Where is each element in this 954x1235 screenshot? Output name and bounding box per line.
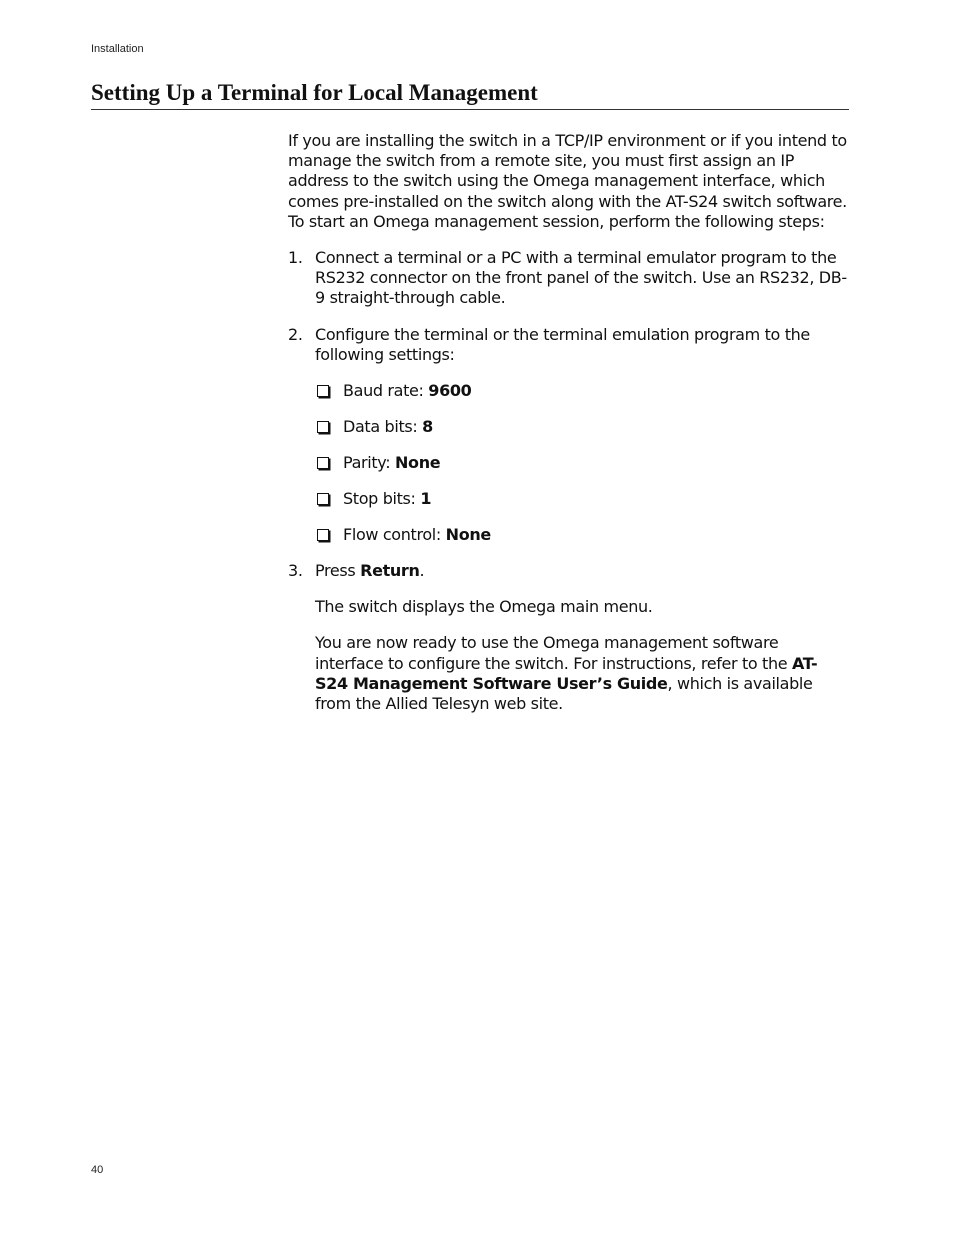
paragraph-text: You are now ready to use the Omega management software interface to configure the switch. For instructions, refer to the (315, 633, 793, 673)
setting-label: Data bits: (343, 417, 423, 437)
step-text (315, 561, 850, 581)
setting-baud-rate (315, 381, 850, 401)
checkbox-icon (317, 457, 329, 469)
setting-flow-control (315, 525, 850, 545)
result-paragraph: The switch displays the Omega main menu. (315, 597, 653, 617)
step-2 (288, 325, 850, 545)
step-number: 2. (288, 324, 303, 344)
setting-label: Baud rate: (343, 381, 429, 401)
setting-value: 9600 (428, 381, 472, 401)
body-content (288, 131, 850, 730)
key-name: Return (360, 561, 420, 581)
section-title: Setting Up a Terminal for Local Management (91, 79, 849, 110)
checkbox-icon (317, 421, 329, 433)
step-number: 3. (288, 561, 303, 581)
checkbox-icon (317, 385, 329, 397)
setting-label: Parity: (343, 453, 396, 473)
checkbox-icon (317, 529, 329, 541)
setting-stop-bits (315, 489, 850, 509)
setting-label: Stop bits: (343, 489, 421, 509)
settings-list (315, 381, 850, 545)
setting-label: Flow control: (343, 525, 446, 545)
intro-paragraph: If you are installing the switch in a TCP/IP environment or if you intend to manage the switch from a remote site, you must first assign an IP address to the switch using the Omega management interface, which comes pre-installed on the switch along with the AT-S24 switch software. To start an Omega management session, perform the following steps: (288, 131, 847, 231)
step-prefix: Press (315, 561, 361, 581)
setting-value: None (445, 525, 491, 545)
guide-title: AT-S24 Management Software User’s Guide (315, 653, 818, 693)
page-number: 40 (91, 1164, 104, 1176)
setting-value: 1 (420, 489, 432, 509)
setting-value: None (395, 453, 441, 473)
checkbox-icon (317, 493, 329, 505)
step-suffix: . (419, 561, 425, 581)
setting-parity (315, 453, 850, 473)
next-steps-paragraph (315, 633, 850, 714)
step-text: Connect a terminal or a PC with a terminal emulator program to the RS232 connector on the front panel of the switch. Use an RS232, DB-9 straight-through cable. (315, 248, 847, 308)
paragraph-text: , which is available from the Allied Telesyn web site. (315, 673, 813, 714)
step-1 (288, 248, 850, 309)
step-text: Configure the terminal or the terminal emulation program to the following settings: (315, 324, 810, 364)
running-header: Installation (91, 43, 144, 55)
step-number: 1. (288, 248, 303, 268)
step-3 (288, 561, 850, 714)
setting-data-bits (315, 417, 850, 437)
setting-value: 8 (422, 417, 433, 437)
